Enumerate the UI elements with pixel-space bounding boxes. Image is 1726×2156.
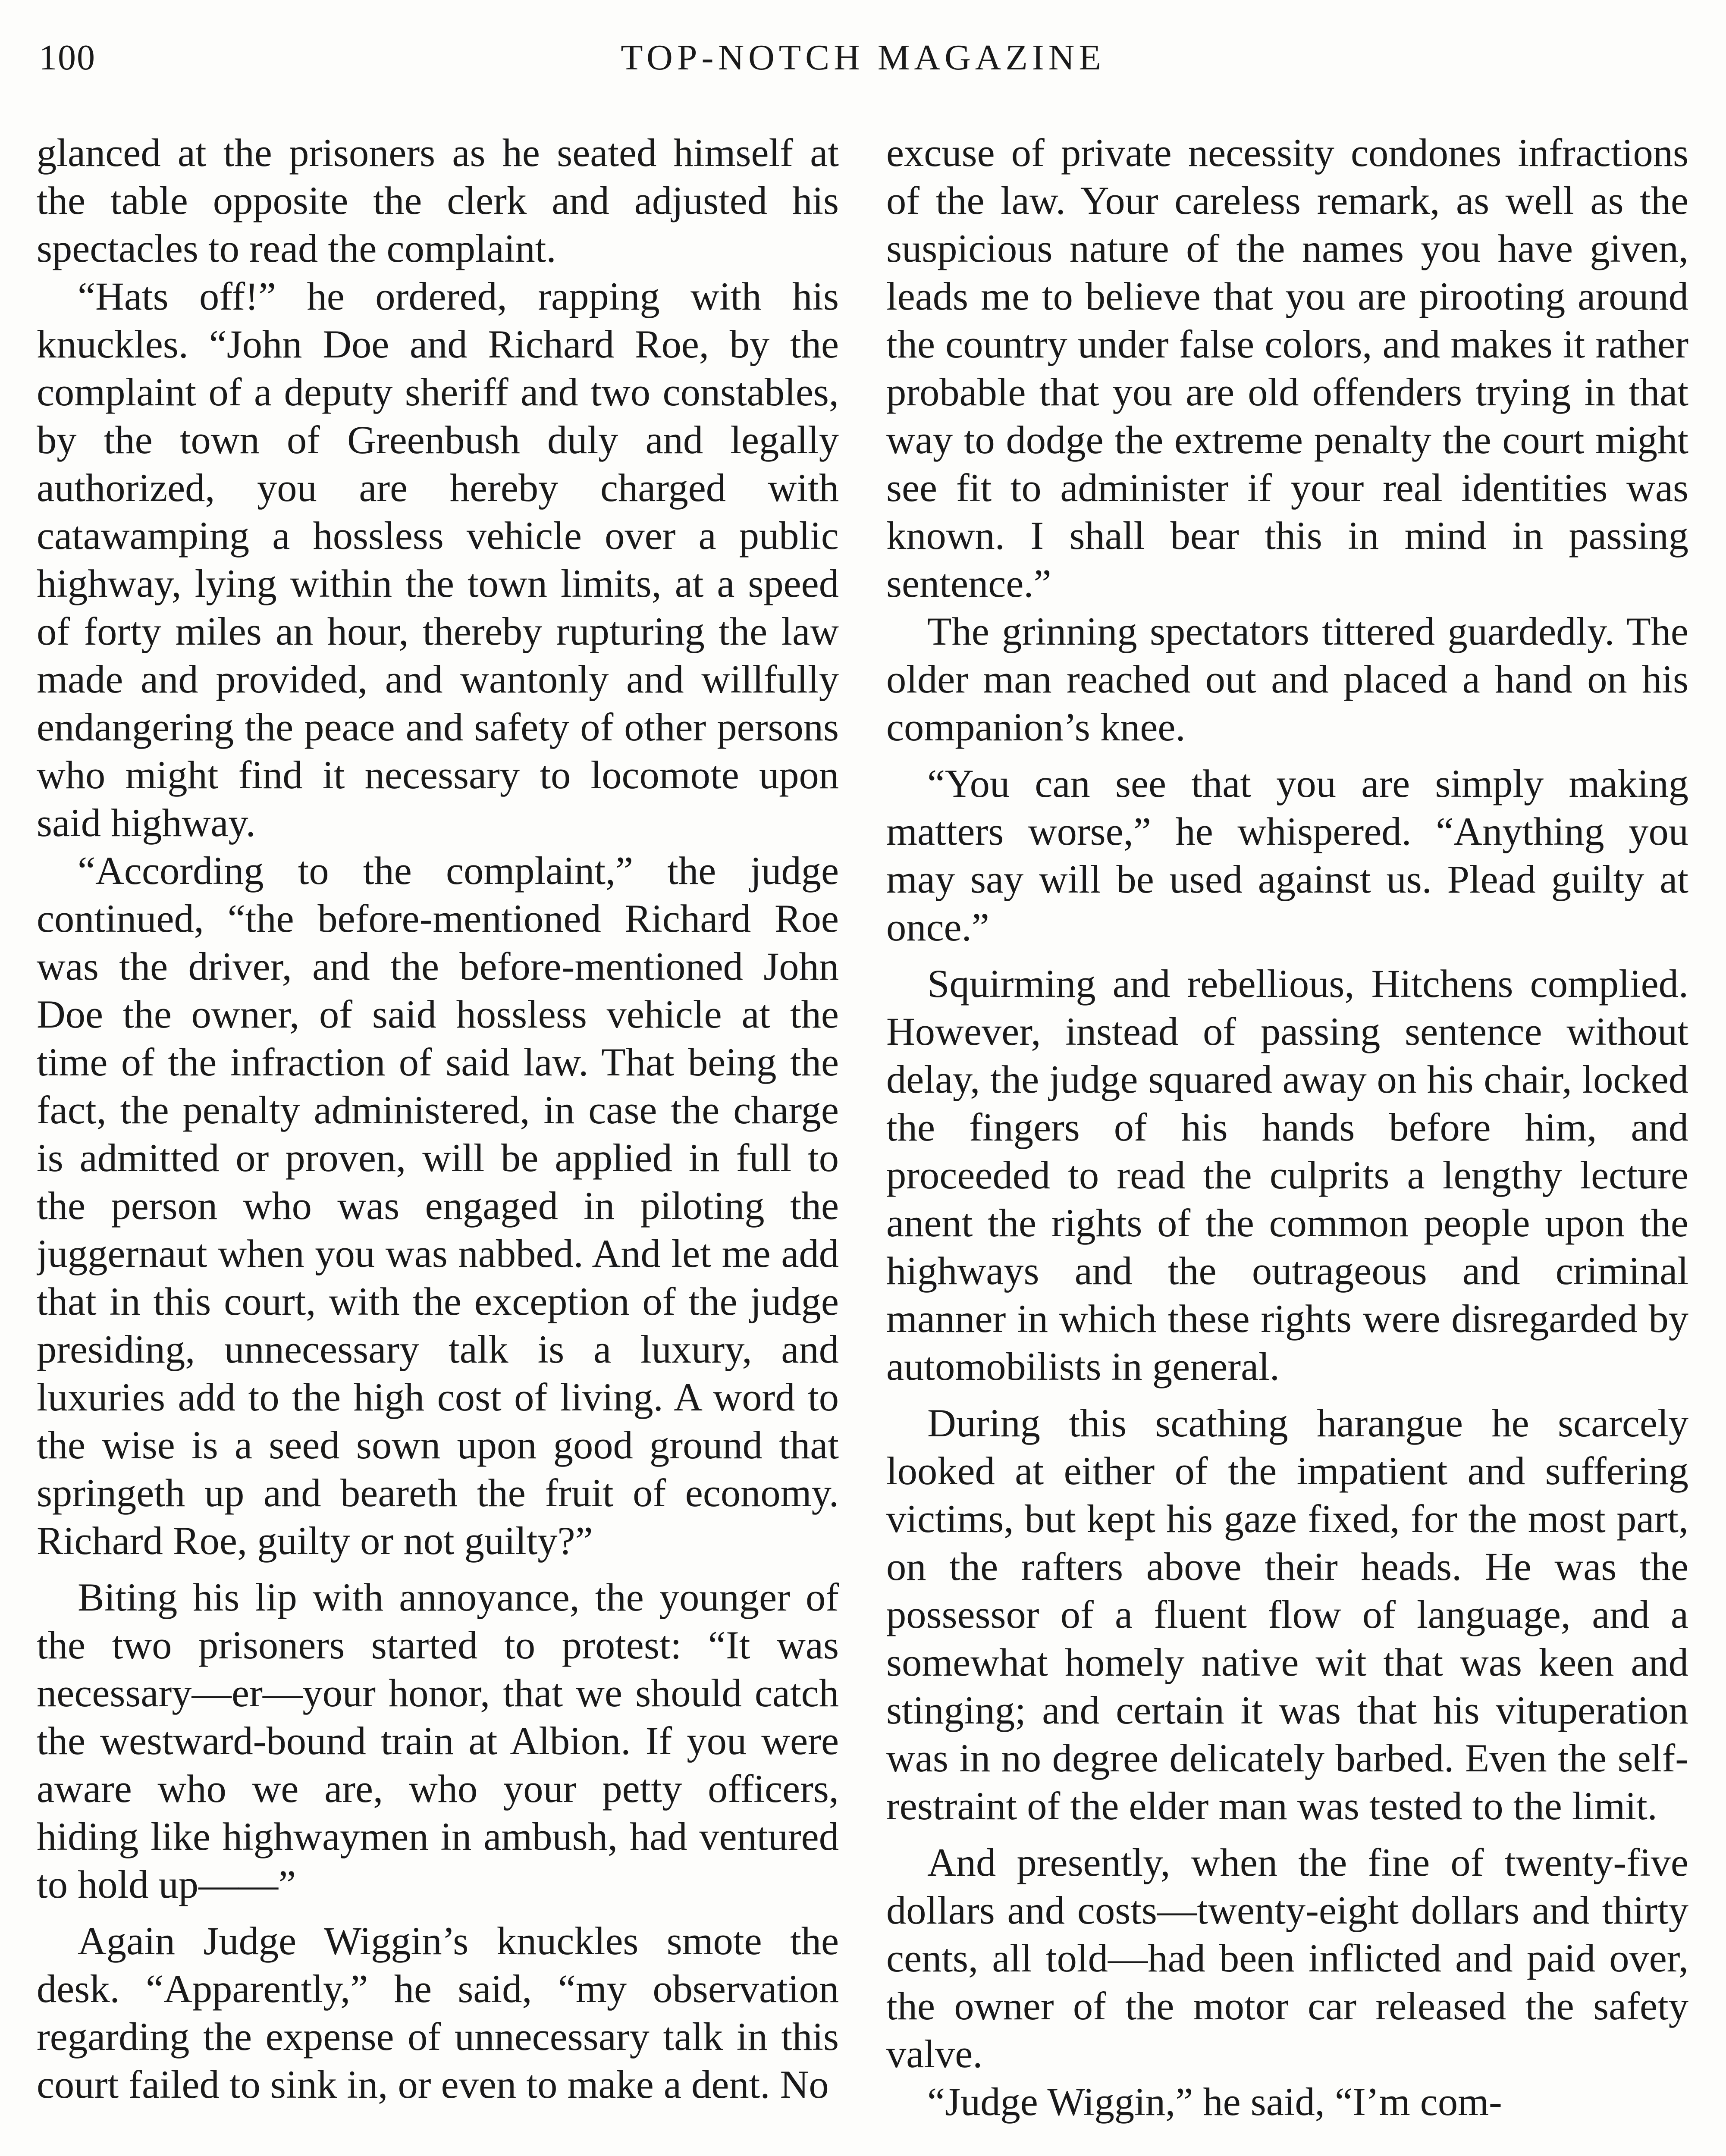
paragraph: The grinning spectators tittered guardedly. The older man reached out and placed a hand on his companion’s knee. [886,610,1688,749]
paragraph: And presently, when the fine of twenty-five dollars and costs—twenty-eight dollars and thirty cents, all told—had been inflicted and paid over, the owner of the motor car released the safety valve. [886,1841,1688,2076]
paragraph: During this scathing harangue he scarcely looked at either of the impatient and suffering victims, but kept his gaze fixed, for the most part, on the rafters above their heads. He was the possessor of a fluent flow of language, and a somewhat homely native wit that was keen and stinging; and certain it was that his vituperation was in no degree delicately barbed. Even the self-restraint of the elder man was tested to the limit. [886,1401,1688,1828]
running-title: TOP-NOTCH MAGAZINE [621,38,1105,78]
right-column [886,129,1688,2156]
left-column [37,129,839,2156]
paragraph: “Hats off!” he ordered, rapping with his knuckles. “John Doe and Richard Roe, by the complaint of a deputy sheriff and two constables, by the town of Greenbush duly and legally authorized, you are hereby charged with catawamping a hossless vehicle over a public highway, lying within the town limits, at a speed of forty miles an hour, thereby rupturing the law made and provided, and wantonly and willfully endangering the peace and safety of other persons who might find it necessary to locomote upon said highway. [37,275,839,845]
paragraph: glanced at the prisoners as he seated himself at the table opposite the clerk and adjusted his spectacles to read the complaint. [37,131,839,271]
paragraph: Again Judge Wiggin’s knuckles smote the desk. “Apparently,” he said, “my observation regarding the expense of unnecessary talk in this court failed to sink in, or even to make a dent. No [37,1919,839,2107]
paragraph: “Judge Wiggin,” he said, “I’m com- [927,2080,1502,2124]
paragraph: “You can see that you are simply making matters worse,” he whispered. “Anything you may say will be used against us. Plead guilty at once.” [886,762,1688,950]
paragraph: Squirming and rebellious, Hitchens complied. However, instead of passing sentence without delay, the judge squared away on his chair, locked the fingers of his hands before him, and proceeded to read the culprits a lengthy lecture anent the rights of the common people upon the highways and the outrageous and criminal manner in which these rights were disregarded by automobilists in general. [886,962,1688,1389]
paragraph: Biting his lip with annoyance, the younger of the two prisoners started to protest: “It was necessary—er—your honor, that we should catch the westward-bound train at Albion. If you were aware who we are, who your petty officers, hiding like highwaymen in ambush, had ventured to hold up——” [37,1576,839,1907]
paragraph: excuse of private necessity condones infractions of the law. Your careless remark, as well as the suspicious nature of the names you have given, leads me to believe that you are pirooting around the country under false colors, and makes it rather probable that you are old offenders trying in that way to dodge the extreme penalty the court might see fit to administer if your real identities was known. I shall bear this in mind in passing sentence.” [886,131,1688,606]
page-number: 100 [39,38,96,78]
paragraph: “According to the complaint,” the judge continued, “the before-mentioned Richard Roe was the driver, and the before-mentioned John Doe the owner, of said hossless vehicle at the time of the infraction of said law. That being the fact, the penalty administered, in case the charge is admitted or proven, will be applied in full to the person who was engaged in piloting the juggernaut when you was nabbed. And let me add that in this court, with the exception of the judge presiding, unnecessary talk is a luxury, and luxuries add to the high cost of living. A word to the wise is a seed sown upon good ground that springeth up and beareth the fruit of economy. Richard Roe, guilty or not guilty?” [37,849,839,1563]
page-header [39,37,1686,88]
